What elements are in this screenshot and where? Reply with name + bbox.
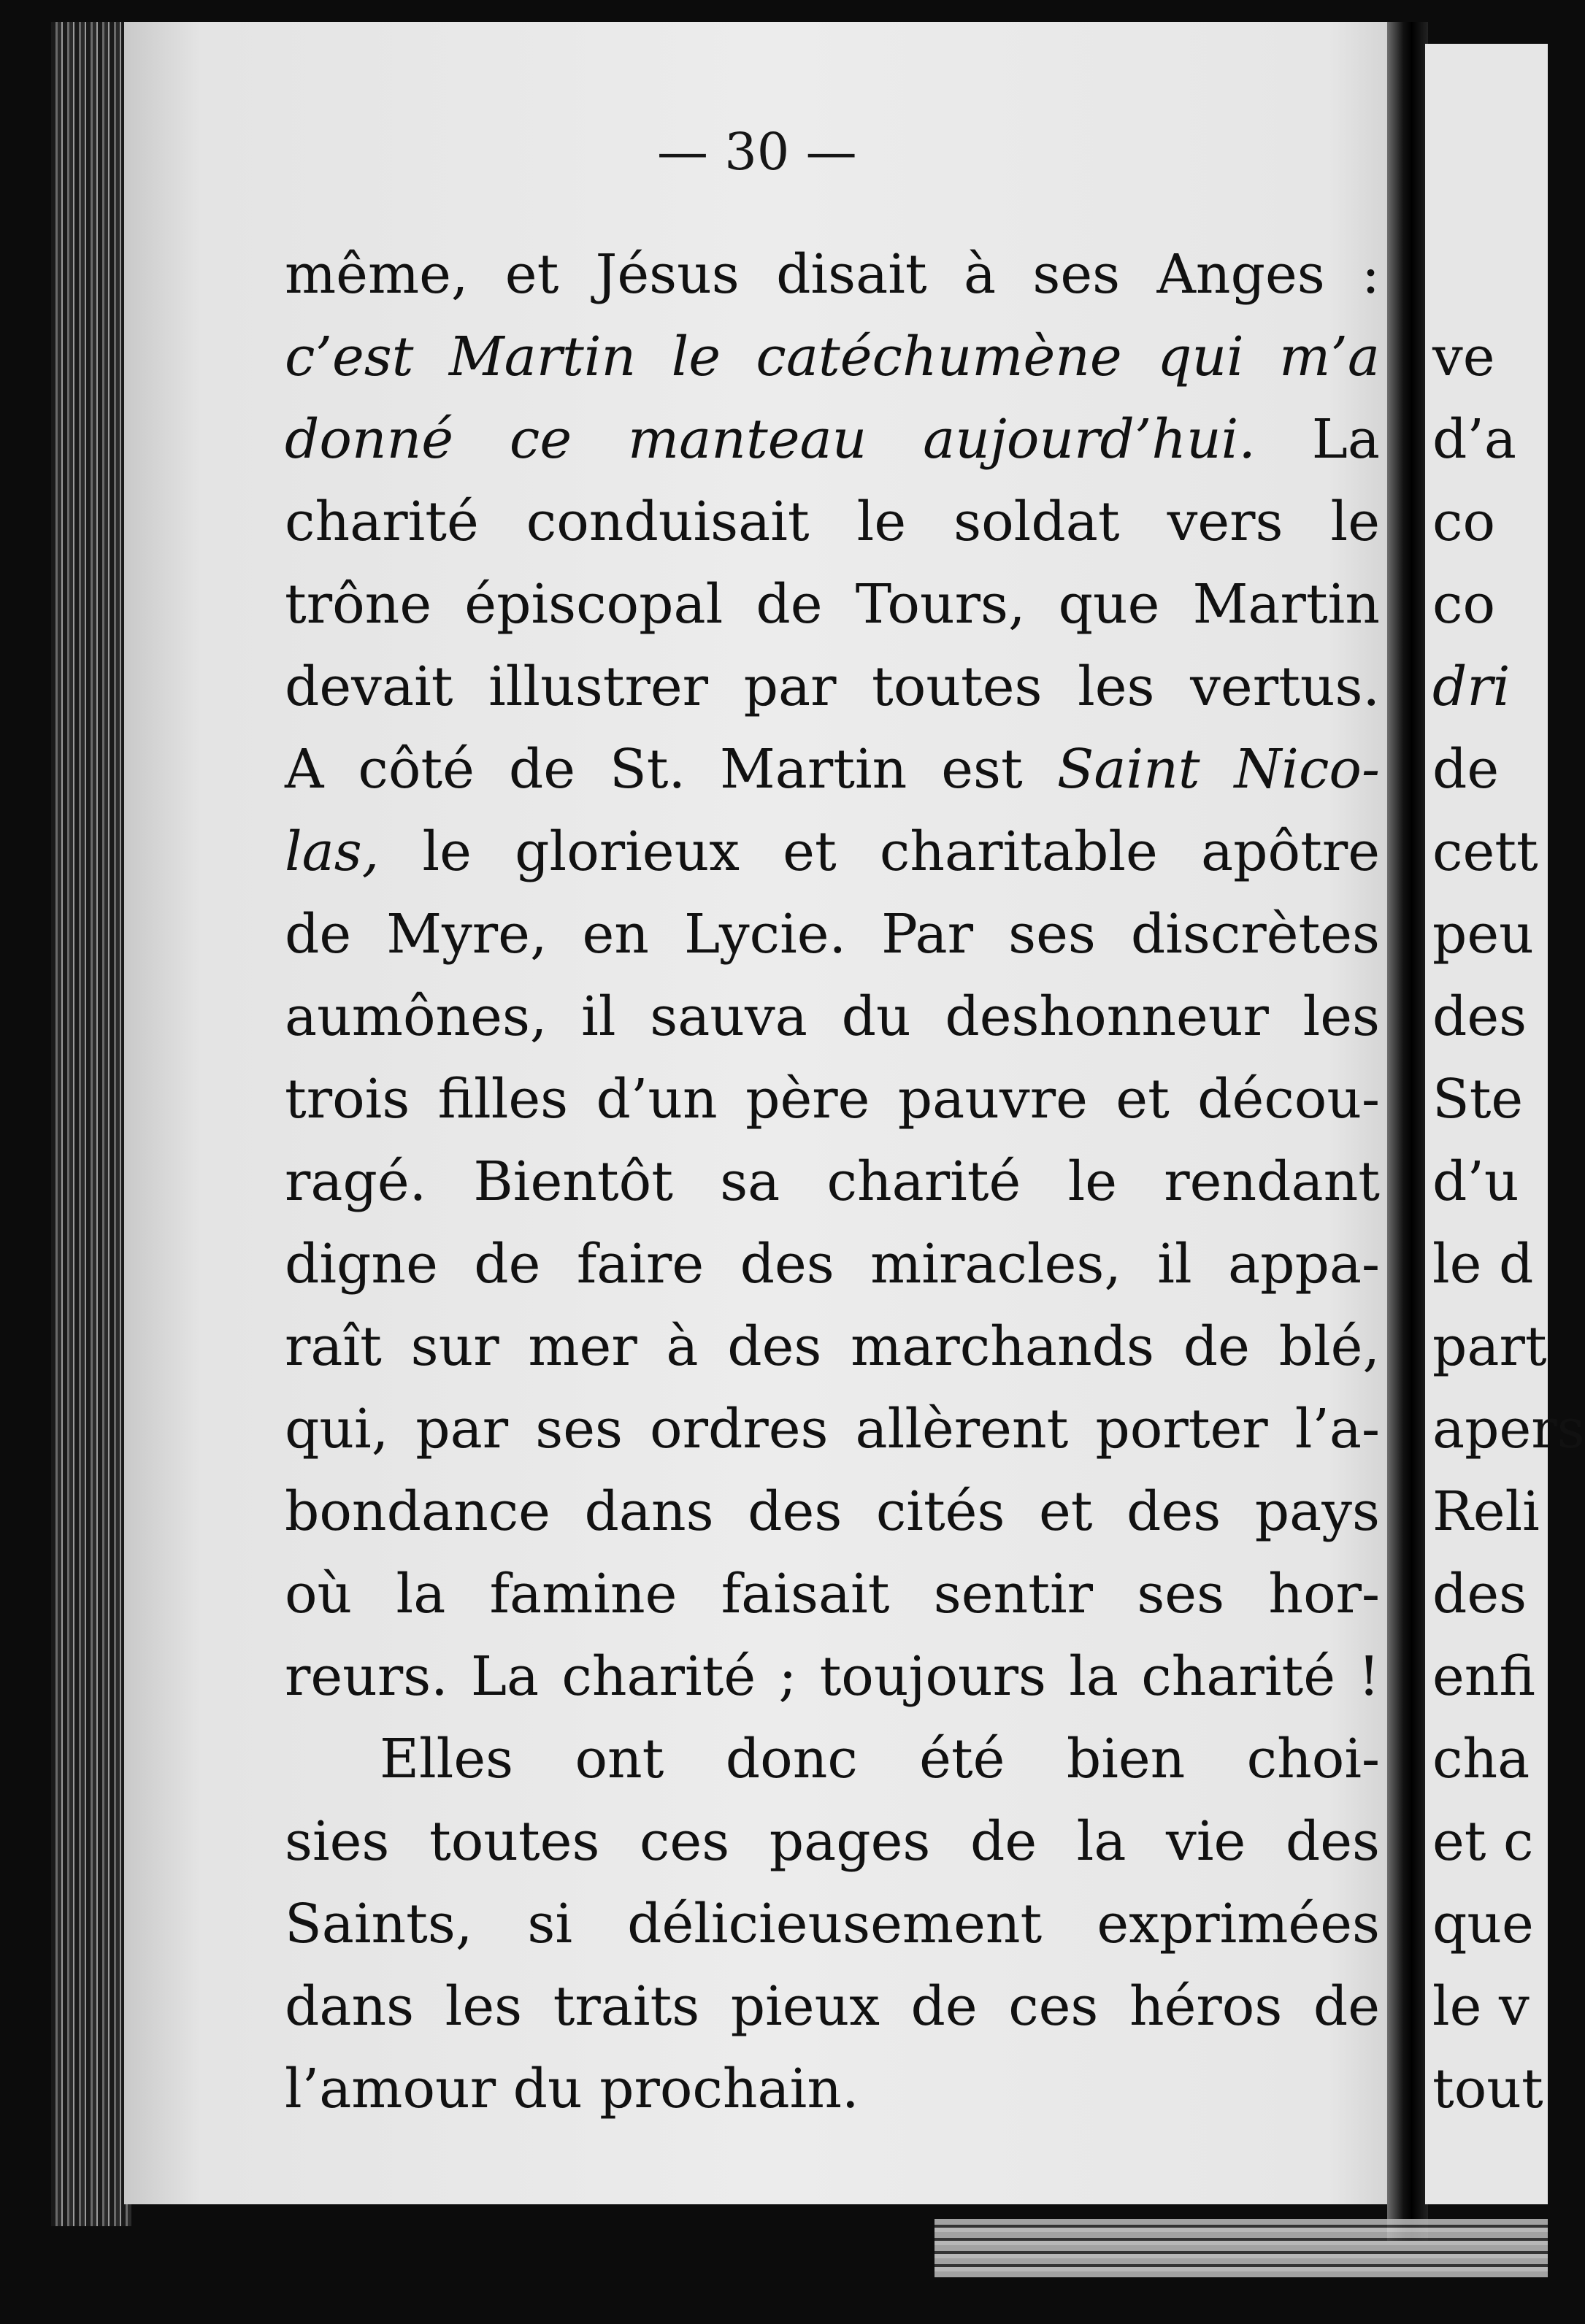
fragment: enfi (1432, 1645, 1535, 1708)
fragment: des (1432, 985, 1527, 1048)
fragment: tout (1432, 2058, 1543, 2120)
fragment: apers (1432, 1398, 1585, 1461)
text-line (285, 728, 1380, 811)
page-bottom-edge (935, 2219, 1548, 2277)
italic-name: las, (285, 820, 380, 883)
fragment: part (1432, 1315, 1547, 1378)
text-line: reurs. La charité ; toujours la charité ! (285, 1645, 1380, 1708)
fragment: et c (1432, 1810, 1534, 1873)
fragment: peu (1432, 903, 1534, 966)
text-line: Saints, si délicieusement exprimées (285, 1893, 1380, 1955)
facing-page-fragments (1432, 234, 1585, 2131)
text-line: sies toutes ces pages de la vie des (285, 1810, 1380, 1873)
text-line: digne de faire des miracles, il appa- (285, 1233, 1380, 1296)
fragment: de (1432, 738, 1500, 801)
text-line: Elles ont donc été bien choi- (380, 1728, 1380, 1790)
text-line: de Myre, en Lycie. Par ses discrètes (285, 903, 1380, 966)
fragment: co (1432, 490, 1495, 553)
fragment: Ste (1432, 1068, 1524, 1131)
fragment: dri (1432, 655, 1511, 718)
fragment (1432, 234, 1548, 316)
fragment: des (1432, 1563, 1527, 1625)
text-line: trône épiscopal de Tours, que Martin (285, 573, 1380, 636)
fragment: le d (1432, 1233, 1534, 1296)
text-line: où la famine faisait sentir ses hor- (285, 1563, 1380, 1625)
fragment: cha (1432, 1728, 1530, 1790)
body-text (285, 234, 1380, 2131)
text-line: bondance dans des cités et des pays (285, 1480, 1380, 1543)
text-line: c’est Martin le catéchumène qui m’a (285, 326, 1380, 388)
text-line (285, 399, 1380, 481)
text-line: aumônes, il sauva du deshonneur les (285, 985, 1380, 1048)
fragment: Reli (1432, 1480, 1540, 1543)
text-line: charité conduisait le soldat vers le (285, 490, 1380, 553)
fragment: d’a (1432, 408, 1517, 471)
text-line (285, 811, 1380, 893)
text-line: qui, par ses ordres allèrent porter l’a- (285, 1398, 1380, 1461)
fragment: d’u (1432, 1150, 1519, 1213)
fragment: ve (1432, 326, 1495, 388)
book-gutter (1387, 22, 1428, 2241)
italic-quote: donné ce manteau aujourd’hui. (285, 408, 1256, 471)
fragment: le v (1432, 1975, 1530, 2038)
italic-name: Saint Nico- (1056, 738, 1380, 801)
text-line: même, et Jésus disait à ses Anges : (285, 243, 1380, 306)
text-line: dans les traits pieux de ces héros de (285, 1975, 1380, 2038)
text-line: ragé. Bientôt sa charité le rendant (285, 1150, 1380, 1213)
fragment: cett (1432, 820, 1538, 883)
text-fragment: La (1311, 408, 1380, 471)
text-line: l’amour du prochain. (285, 2058, 859, 2120)
fragment: que (1432, 1893, 1534, 1955)
page-stack-edge (51, 22, 131, 2226)
text-fragment: A côté de St. Martin est (285, 738, 1023, 801)
text-line: raît sur mer à des marchands de blé, (285, 1315, 1380, 1378)
text-line: trois filles d’un père pauvre et décou- (285, 1068, 1380, 1131)
text-line: devait illustrer par toutes les vertus. (285, 655, 1380, 718)
text-fragment: le glorieux et charitable apôtre (422, 820, 1380, 883)
running-head: — 30 — (657, 122, 857, 182)
fragment: co (1432, 573, 1495, 636)
